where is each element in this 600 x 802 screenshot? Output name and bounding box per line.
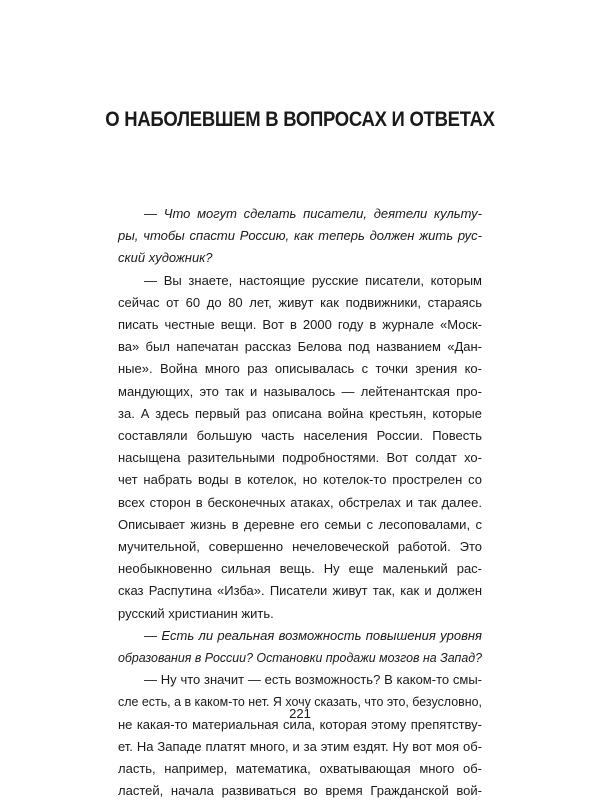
- text-line: мандующих, это так и называлось — лейтенантская про-: [118, 383, 482, 399]
- text-line: Описывает жизнь в деревне его семьи с лесоповалами, с: [118, 516, 482, 532]
- text-line: — Ну что значит — есть возможность? В каком-то смы-: [144, 672, 482, 688]
- paragraph-answer: [118, 669, 482, 802]
- text-line: ет. На Западе платят много, и за этим ездят. Ну вот моя об-: [118, 738, 482, 754]
- text-line: — Что могут сделать писатели, деятели культу-: [144, 206, 482, 221]
- text-line: за. А здесь первый раз описана война крестьян, которые: [118, 405, 482, 421]
- paragraph-question: [118, 203, 482, 270]
- text-line: — Вы знаете, настоящие русские писатели, которым: [144, 272, 482, 288]
- text-line: ластей, начала развиваться во время Гражданской вой-: [118, 783, 482, 799]
- text-line: ва» был напечатан рассказ Белова под названием «Дан-: [118, 339, 482, 355]
- text-line: сле есть, а в каком-то нет. Я хочу сказать, что это, безусловно,: [118, 694, 482, 710]
- text-line: сейчас от 60 до 80 лет, живут как подвижники, стараясь: [118, 294, 482, 310]
- text-line: ский художник?: [118, 250, 213, 266]
- text-line: всех сторон в бесконечных атаках, обстрелах и так далее.: [118, 494, 482, 510]
- paragraph-answer: [118, 270, 482, 625]
- chapter-title: О НАБОЛЕВШЕМ В ВОПРОСАХ И ОТВЕТАХ: [105, 108, 495, 131]
- text-line: образования в России? Остановки продажи мозгов на Запад?: [118, 650, 483, 666]
- text-line: русский христианин жить.: [118, 605, 274, 621]
- text-line: не какая-то материальная сила, которая этому препятству-: [118, 716, 482, 732]
- text-line: чет набрать воды в котелок, но котелок-то прострелен со: [118, 472, 482, 488]
- text-line: — Есть ли реальная возможность повышения уровня: [144, 627, 482, 643]
- text-line: ные». Война много раз описывалась с точки зрения ко-: [118, 361, 482, 377]
- page-number: 221: [289, 706, 311, 721]
- text-line: составляли большую часть населения России. Повесть: [118, 428, 482, 444]
- text-line: насыщена разительными подробностями. Вот солдат хо-: [118, 450, 482, 466]
- text-line: сказ Распутина «Изба». Писатели живут так, как и должен: [118, 583, 482, 599]
- text-line: писать честные вещи. Вот в 2000 году в журнале «Моск-: [118, 317, 482, 333]
- paragraph-question: [118, 625, 482, 669]
- text-line: ласть, например, математика, охватывающая много об-: [118, 761, 482, 777]
- text-line: мучительной, совершенно нечеловеческой работой. Это: [118, 539, 482, 555]
- text-line: необыкновенно сильная вещь. Ну еще маленький рас-: [118, 561, 482, 577]
- text-line: ры, чтобы спасти Россию, как теперь должен жить рус-: [118, 228, 482, 244]
